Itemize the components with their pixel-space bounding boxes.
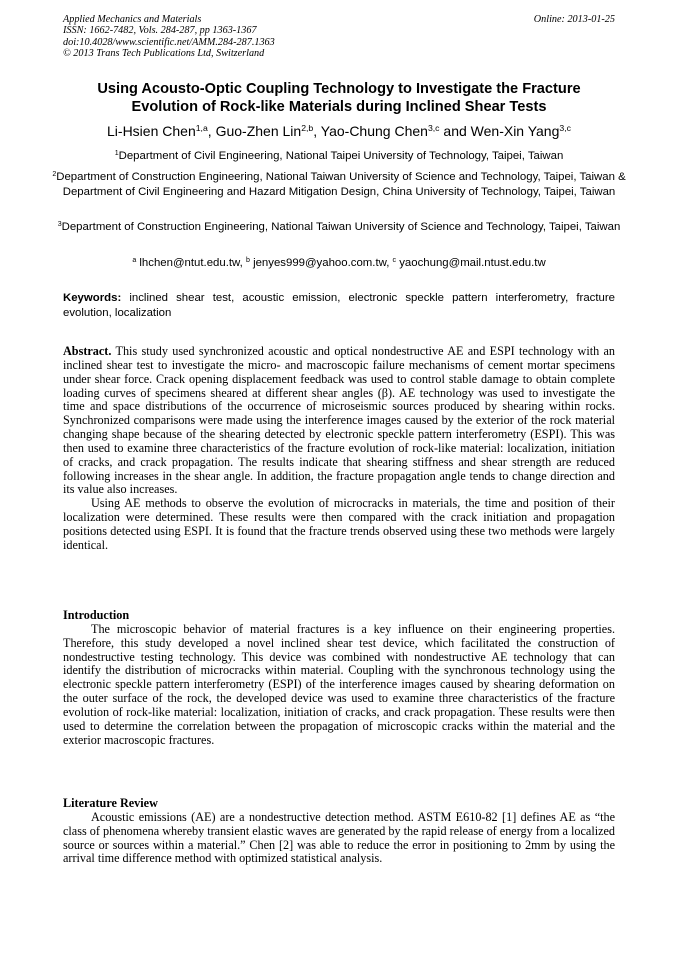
abstract-paragraph-1: Abstract. This study used synchronized acoustic and optical nondestructive AE and ESPI technology with an inclined shear test to investigate the micro- and macroscopic failure mechanisms of cement mortar specimens under shear force. Crack opening displacement feedback was used to control stable damage to obtain complete loading curves of specimens sheared at different shear angles (β). AE technology was used to investigate the time and space distributions of the occurrence of microseismic sources produced by shearing within rocks. Synchronized comparisons were made using the interference images caused by the exterior of the rock material changing shape because of the shearing detected by electronic speckle pattern interferometry (ESPI). This was then used to examine three characteristics of the fracture evolution of rock-like material: localization, initiation of cracks, and crack propagation. The results indicate that shearing stiffness and shear strength are reduced following increases in the shear angle. In addition, the fracture propagation angle tends to change direction and its value also increases. bbox=[63, 344, 615, 497]
author-3: Yao-Chung Chen$^{3,c}$ and bbox=[320, 123, 471, 139]
paper-title bbox=[40, 80, 638, 116]
author-2: Guo-Zhen Lin$^{2,b}$, bbox=[215, 123, 321, 139]
issn-line: ISSN: 1662-7482, Vols. 284-287, pp 1363-1367 bbox=[63, 25, 257, 37]
doi-line[interactable]: doi:10.4028/www.scientific.net/AMM.284-287.1363 bbox=[63, 36, 275, 48]
author-1: Li-Hsien Chen$^{1,a}$, bbox=[107, 123, 216, 139]
journal-header bbox=[63, 14, 275, 59]
introduction-heading: Introduction bbox=[63, 608, 130, 622]
introduction-paragraph: The microscopic behavior of material fractures is a key influence on their engineering properties. Therefore, this study developed a novel inclined shear test device, which facilitated the construction of nondestructive testing technology. This device was combined with nondestructive AE technology that can identify the distribution of microcracks within material. Coupling with the synchronous technology using the electronic speckle pattern interferometry (ESPI) of the interference images caused by shearing deformation on the outer surface of the rock, the developed device was used to examine three characteristics of the fracture evolution of rock-like material: localization, initiation of cracks, and crack propagation. These results were then used to determine the correlation between the propagation of microscopic cracks within the material and the exterior macroscopic fractures. bbox=[63, 621, 615, 747]
author-4: Wen-Xin Yang$^{3,c}$ bbox=[470, 123, 571, 139]
keywords-block bbox=[63, 291, 615, 320]
email-c[interactable]: yaochung@mail.ntust.edu.tw bbox=[399, 257, 546, 269]
abstract-paragraph-2: Using AE methods to observe the evolution of microcracks in materials, the time and position of their localization were determined. These results were then compared with the crack initiation and propagation positions detected using ESPI. It is found that the fracture trends observed using these two methods were largely identical. bbox=[63, 496, 615, 552]
author-list bbox=[30, 122, 648, 140]
abstract-section bbox=[63, 345, 615, 553]
online-date: Online: 2013-01-25 bbox=[533, 14, 615, 25]
literature-paragraph: Acoustic emissions (AE) are a nondestructive detection method. ASTM E610-82 [1] defines AE as “the class of phenomena whereby transient elastic waves are generated by the rapid release of energy from a localized source or sources within a material.” Chen [2] was able to reduce the error in positioning to 2mm by using the arrival time difference method with optimized statistical analysis. bbox=[63, 809, 615, 866]
introduction-section bbox=[63, 609, 615, 747]
literature-heading: Literature Review bbox=[63, 796, 158, 810]
affiliation-1: $^1$Department of Civil Engineering, National Taipei University of Technology, Taipei, Taiwan bbox=[114, 150, 564, 162]
keywords-label: Keywords: bbox=[63, 292, 122, 304]
journal-name: Applied Mechanics and Materials bbox=[63, 14, 202, 25]
title-line-1: Using Acousto-Optic Coupling Technology to Investigate the Fracture bbox=[97, 81, 581, 97]
email-b[interactable]: jenyes999@yahoo.com.tw, bbox=[253, 257, 393, 269]
email-a[interactable]: lhchen@ntut.edu.tw, bbox=[139, 257, 246, 269]
affiliation-2: $^2$Department of Construction Engineering, National Taiwan University of Science and Technology, Taipei, Taiwan & Department of Civil Engineering and Hazard Mitigation Design, China University of Technology, Taipei, Taiwan bbox=[52, 171, 626, 198]
title-line-2: Evolution of Rock-like Materials during Inclined Shear Tests bbox=[131, 99, 547, 115]
email-line: $^a$ lhchen@ntut.edu.tw, $^b$ jenyes999@yahoo.com.tw, $^c$ yaochung@mail.ntust.edu.tw bbox=[132, 257, 546, 269]
affiliation-3: $^3$Department of Construction Engineering, National Taiwan University of Science and Technology, Taipei, Taiwan bbox=[57, 221, 621, 233]
literature-section bbox=[63, 797, 615, 866]
keywords-text: inclined shear test, acoustic emission, electronic speckle pattern interferometry, fracture evolution, localization bbox=[63, 292, 615, 319]
abstract-label: Abstract. bbox=[63, 344, 112, 358]
copyright-line: © 2013 Trans Tech Publications Ltd, Switzerland bbox=[63, 47, 265, 59]
